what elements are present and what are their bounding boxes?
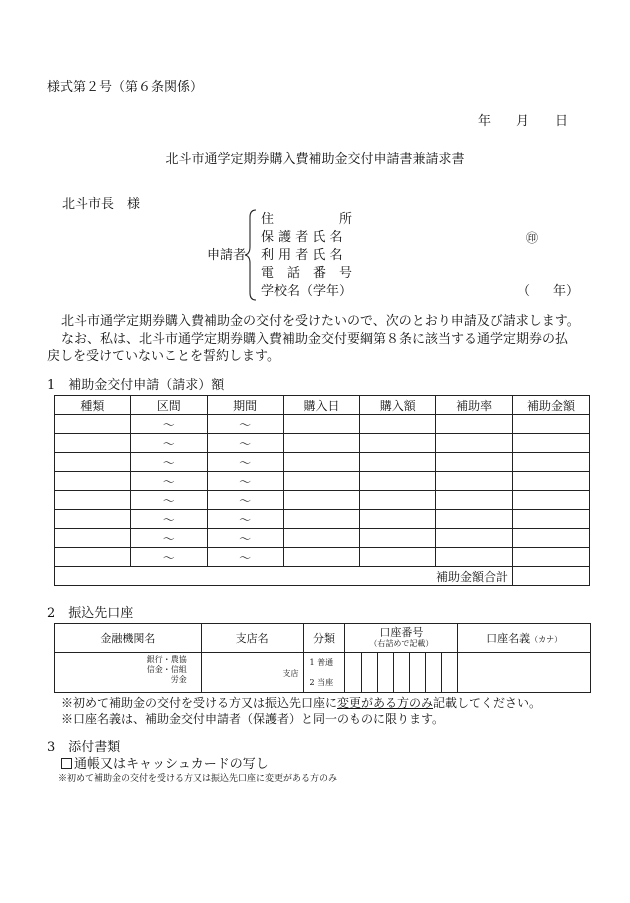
cell-subsidy-rate[interactable]	[436, 491, 513, 510]
route-tilde[interactable]: ～	[130, 548, 207, 567]
cell-purchase-amount[interactable]	[360, 472, 436, 491]
header-account-number	[345, 624, 458, 653]
cell-purchase-amount[interactable]	[360, 434, 436, 453]
cell-purchase-date[interactable]	[283, 510, 360, 529]
table-row	[55, 491, 590, 510]
cell-purchase-amount[interactable]	[360, 510, 436, 529]
table-header-row	[55, 396, 590, 415]
cell-subsidy-rate[interactable]	[436, 472, 513, 491]
route-tilde[interactable]: ～	[130, 491, 207, 510]
account-holder-label: 口座名義	[486, 632, 531, 645]
account-holder-note: （カナ）	[530, 635, 563, 644]
account-digit-2[interactable]	[362, 653, 378, 693]
cell-subsidy-amount[interactable]	[513, 491, 590, 510]
applicant-label: 申請者	[207, 248, 247, 263]
branch-suffix: 支店	[282, 669, 299, 678]
document-title: 北斗市通学定期券購入費補助金交付申請書兼請求書	[165, 152, 465, 167]
cell-subsidy-amount[interactable]	[513, 453, 590, 472]
period-tilde[interactable]: ～	[207, 415, 283, 434]
account-entry-row	[55, 653, 591, 693]
account-digit-6[interactable]	[426, 653, 442, 693]
table-row	[55, 472, 590, 491]
route-tilde[interactable]: ～	[130, 472, 207, 491]
account-digit-7[interactable]	[442, 653, 458, 693]
body-paragraph-2-line-1: なお、私は、北斗市通学定期券購入費補助金交付要綱第８条に該当する通学定期券の払	[61, 332, 569, 347]
account-holder-cell[interactable]	[458, 653, 591, 693]
header-subsidy-amount: 補助金額	[513, 396, 590, 415]
header-purchase-amount: 購入額	[360, 396, 436, 415]
form-number: 様式第２号（第６条関係）	[47, 80, 204, 95]
route-tilde[interactable]: ～	[130, 529, 207, 548]
period-tilde[interactable]: ～	[207, 510, 283, 529]
cell-type[interactable]	[55, 472, 131, 491]
attachment-checkbox[interactable]	[61, 758, 72, 769]
route-tilde[interactable]: ～	[130, 415, 207, 434]
route-tilde[interactable]: ～	[130, 453, 207, 472]
cell-subsidy-rate[interactable]	[436, 415, 513, 434]
school-grade-label: 学校名（学年）	[261, 284, 353, 299]
table-row	[55, 529, 590, 548]
grade-close-paren: 年）	[553, 284, 580, 299]
attachment-item-label: 通帳又はキャッシュカードの写し	[74, 757, 269, 772]
applicant-brace	[244, 209, 258, 301]
route-tilde[interactable]: ～	[130, 434, 207, 453]
total-row	[55, 567, 590, 586]
cell-subsidy-rate[interactable]	[436, 510, 513, 529]
bank-type-shinkin: 信金・信組	[146, 665, 187, 674]
branch-name-cell[interactable]	[201, 653, 303, 693]
period-tilde[interactable]: ～	[207, 453, 283, 472]
cell-purchase-date[interactable]	[283, 453, 360, 472]
date-day-label: 日	[555, 114, 569, 129]
cell-type[interactable]	[55, 510, 131, 529]
header-purchase-date: 購入日	[283, 396, 360, 415]
account-number-label: 口座番号	[379, 626, 424, 639]
account-note-1	[61, 696, 541, 711]
date-year-label: 年	[478, 114, 492, 129]
cell-purchase-amount[interactable]	[360, 415, 436, 434]
account-type-cell[interactable]	[303, 653, 345, 693]
table-row	[55, 415, 590, 434]
type-ordinary: 1 普通	[309, 657, 334, 667]
header-branch-name: 支店名	[201, 624, 303, 653]
cell-type[interactable]	[55, 453, 131, 472]
user-name-label: 利 用 者 氏 名	[261, 248, 343, 263]
cell-type[interactable]	[55, 415, 131, 434]
cell-type[interactable]	[55, 491, 131, 510]
cell-subsidy-rate[interactable]	[436, 548, 513, 567]
header-type: 種類	[55, 396, 131, 415]
table-row	[55, 510, 590, 529]
attachment-item	[61, 757, 269, 773]
type-current: 2 当座	[309, 677, 334, 687]
account-number-note: （右詰めで記載）	[369, 639, 434, 648]
date-month-label: 月	[516, 114, 530, 129]
account-digit-5[interactable]	[410, 653, 426, 693]
total-amount-cell[interactable]	[513, 567, 590, 586]
cell-purchase-amount[interactable]	[360, 548, 436, 567]
body-paragraph-2-line-2: 戻しを受けていないことを誓約します。	[47, 349, 280, 364]
bank-account-table	[54, 623, 591, 693]
account-digit-4[interactable]	[394, 653, 410, 693]
header-route: 区間	[130, 396, 207, 415]
cell-purchase-date[interactable]	[283, 491, 360, 510]
period-tilde[interactable]: ～	[207, 472, 283, 491]
account-note-1-pre: ※初めて補助金の交付を受ける方又は振込先口座に	[61, 696, 338, 710]
cell-subsidy-rate[interactable]	[436, 529, 513, 548]
header-account-type: 分類	[303, 624, 345, 653]
cell-subsidy-amount[interactable]	[513, 415, 590, 434]
body-paragraph-1: 北斗市通学定期券購入費補助金の交付を受けたいので、次のとおり申請及び請求します。	[61, 314, 580, 329]
cell-subsidy-amount[interactable]	[513, 548, 590, 567]
cell-subsidy-amount[interactable]	[513, 510, 590, 529]
cell-subsidy-amount[interactable]	[513, 472, 590, 491]
cell-purchase-date[interactable]	[283, 529, 360, 548]
header-period: 期間	[207, 396, 283, 415]
cell-purchase-date[interactable]	[283, 548, 360, 567]
cell-purchase-amount[interactable]	[360, 529, 436, 548]
account-note-1-post: 記載してください。	[433, 696, 542, 710]
bank-type-rokin: 労金	[170, 675, 187, 684]
header-subsidy-rate: 補助率	[436, 396, 513, 415]
attachment-note: ※初めて補助金の交付を受ける方又は振込先口座に変更がある方のみ	[58, 774, 338, 784]
table-row	[55, 453, 590, 472]
cell-subsidy-rate[interactable]	[436, 453, 513, 472]
phone-label: 電 話 番 号	[261, 266, 353, 281]
cell-purchase-date[interactable]	[283, 434, 360, 453]
table-row	[55, 434, 590, 453]
header-bank-name: 金融機関名	[55, 624, 202, 653]
address-label: 住 所	[261, 212, 353, 227]
seal-mark: ㊞	[526, 231, 539, 245]
cell-type[interactable]	[55, 434, 131, 453]
guardian-name-label: 保 護 者 氏 名	[261, 230, 343, 245]
header-account-holder	[458, 624, 591, 653]
subsidy-amount-table	[54, 395, 590, 586]
addressee: 北斗市長 様	[62, 197, 141, 212]
cell-purchase-amount[interactable]	[360, 453, 436, 472]
account-header-row	[55, 624, 591, 653]
bank-name-cell[interactable]	[55, 653, 202, 693]
cell-subsidy-amount[interactable]	[513, 529, 590, 548]
section-2-heading: 2 振込先口座	[47, 606, 134, 621]
bank-type-bank-agri: 銀行・農協	[146, 655, 187, 664]
grade-open-paren: （	[517, 284, 531, 299]
account-note-1-underlined: 変更がある方のみ	[337, 696, 434, 710]
period-tilde[interactable]: ～	[207, 491, 283, 510]
account-digit-3[interactable]	[378, 653, 394, 693]
section-3-heading: 3 添付書類	[47, 740, 121, 755]
period-tilde[interactable]: ～	[207, 548, 283, 567]
cell-purchase-date[interactable]	[283, 472, 360, 491]
cell-subsidy-amount[interactable]	[513, 434, 590, 453]
cell-subsidy-rate[interactable]	[436, 434, 513, 453]
account-note-2: ※口座名義は、補助金交付申請者（保護者）と同一のものに限ります。	[61, 712, 445, 726]
account-digit-1[interactable]	[345, 653, 362, 693]
period-tilde[interactable]: ～	[207, 529, 283, 548]
cell-type[interactable]	[55, 529, 131, 548]
table-row	[55, 548, 590, 567]
total-label: 補助金額合計	[55, 567, 513, 586]
cell-type[interactable]	[55, 548, 131, 567]
section-1-heading: 1 補助金交付申請（請求）額	[47, 378, 225, 393]
cell-purchase-date[interactable]	[283, 415, 360, 434]
period-tilde[interactable]: ～	[207, 434, 283, 453]
route-tilde[interactable]: ～	[130, 510, 207, 529]
cell-purchase-amount[interactable]	[360, 491, 436, 510]
